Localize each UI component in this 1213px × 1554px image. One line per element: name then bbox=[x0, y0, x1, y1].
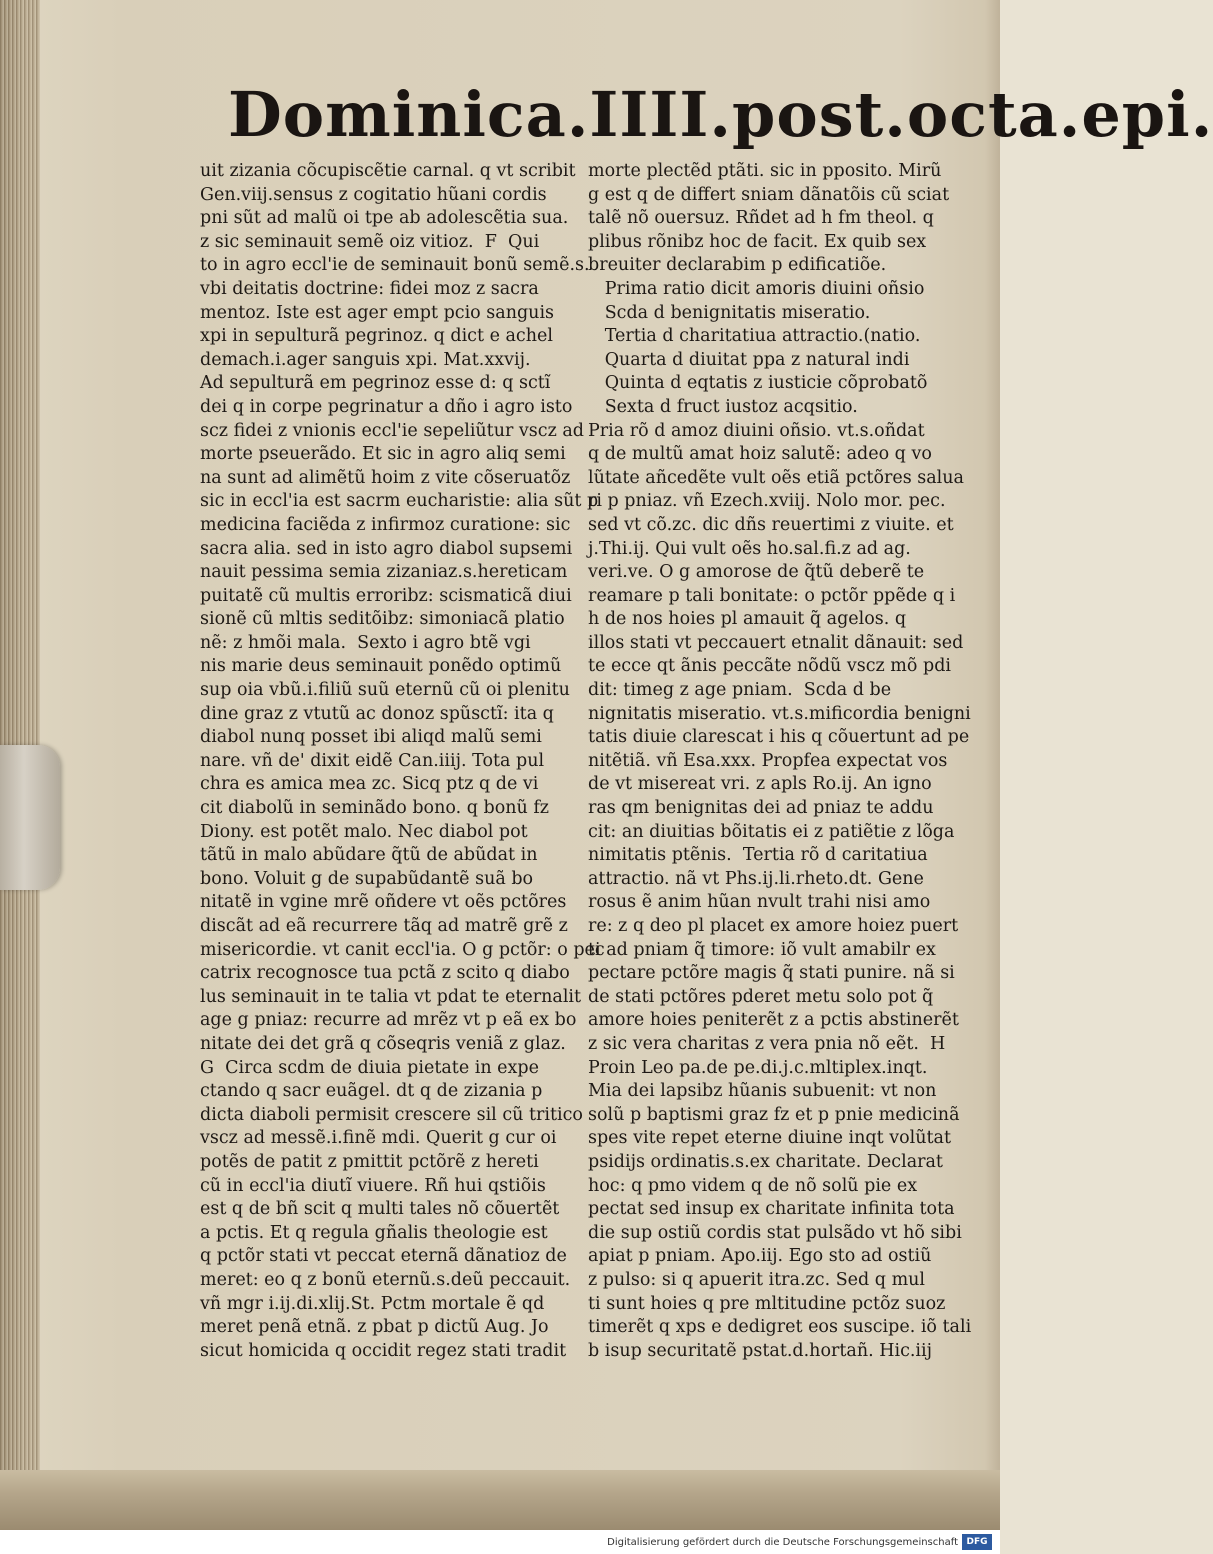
text-line: hoc: q pmo videm q de nõ solũ pie ex bbox=[588, 1175, 918, 1196]
text-line: vñ mgr i.ij.di.xlij.St. Pctm mortale ẽ qd bbox=[200, 1293, 545, 1314]
text-line: die sup ostiũ cordis stat pulsãdo vt hõ sibi bbox=[588, 1222, 962, 1243]
text-line: pni sũt ad malũ oi tpe ab adolescẽtia sua. bbox=[200, 208, 569, 229]
text-line: timerẽt q xps e dedigret eos suscipe. iõ tali bbox=[588, 1317, 972, 1338]
text-line: pectare pctõre magis q̃ stati punire. nã si bbox=[588, 963, 955, 984]
text-line: lus seminauit in te talia vt pdat te eternalit bbox=[200, 986, 582, 1007]
text-line: pectat sed insup ex charitate infinita tota bbox=[588, 1199, 955, 1220]
text-line: potẽs de patit z pmittit pctõrẽ z hereti bbox=[200, 1151, 539, 1172]
text-line: bono. Voluit g de supabũdantẽ suã bo bbox=[200, 868, 534, 889]
text-line: illos stati vt peccauert etnalit dãnauit: sed bbox=[588, 632, 964, 653]
text-line: Pria rõ d amoz diuini oñsio. vt.s.oñdat bbox=[588, 420, 925, 441]
text-line: veri.ve. O g amorose de q̃tũ deberẽ te bbox=[588, 562, 925, 583]
text-line: apiat p pniam. Apo.iij. Ego sto ad ostiũ bbox=[588, 1246, 932, 1267]
text-line: nitẽtiã. vñ Esa.xxx. Propfea expectat vos bbox=[588, 750, 948, 771]
book-bottom-edge bbox=[0, 1470, 1000, 1530]
text-line: attractio. nã vt Phs.ij.li.rheto.dt. Gene bbox=[588, 868, 924, 889]
text-line: plibus rõnibz hoc de facit. Ex quib sex bbox=[588, 231, 927, 252]
text-line: Gen.viij.sensus z cogitatio hũani cordis bbox=[200, 184, 547, 205]
text-line: sionẽ cũ mltis seditõibz: simoniacã platio bbox=[200, 609, 565, 630]
text-line: z sic seminauit semẽ oiz vitioz. F Qui bbox=[200, 231, 540, 252]
text-line: Ad sepulturã em pegrinoz esse d: q sctĩ bbox=[200, 373, 551, 394]
text-line: est q de bñ scit q multi tales nõ cõuertẽt bbox=[200, 1199, 560, 1220]
text-line: puitatẽ cũ multis erroribz: scismaticã diui bbox=[200, 585, 572, 606]
text-line: amore hoies peniterẽt z a pctis abstinerẽt bbox=[588, 1010, 959, 1031]
text-line: nis marie deus seminauit ponẽdo optimũ bbox=[200, 656, 562, 677]
text-line: Diony. est potẽt malo. Nec diabol pot bbox=[200, 821, 528, 842]
text-line: ras qm benignitas dei ad pniaz te addu bbox=[588, 798, 934, 819]
text-line: G Circa scdm de diuia pietate in expe bbox=[200, 1057, 539, 1078]
text-line: sed vt cõ.zc. dic dñs reuertimi z viuite. et bbox=[588, 514, 954, 535]
text-line: ti ad pniam q̃ timore: iõ vult amabilr ex bbox=[588, 939, 936, 960]
text-line: dicta diaboli permisit crescere sil cũ tritico bbox=[200, 1104, 583, 1125]
text-line: g est q de differt sniam dãnatõis cũ sciat bbox=[588, 184, 950, 205]
text-line: Prima ratio dicit amoris diuini oñsio bbox=[588, 278, 925, 299]
text-line: chra es amica mea zc. Sicq ptz q de vi bbox=[200, 774, 539, 795]
text-line: q de multũ amat hoiz salutẽ: adeo q vo bbox=[588, 444, 932, 465]
text-line: lũtate añcedẽte vult oẽs etiã pctõres salua bbox=[588, 467, 964, 488]
text-line: uit zizania cõcupiscẽtie carnal. q vt scribit bbox=[200, 161, 576, 181]
text-line: nimitatis ptẽnis. Tertia rõ d caritatiua bbox=[588, 845, 928, 866]
text-line: ti sunt hoies q pre mltitudine pctõz suoz bbox=[588, 1293, 946, 1314]
text-line: mentoz. Iste est ager empt pcio sanguis bbox=[200, 302, 555, 323]
text-line: sicut homicida q occidit regez stati tradit bbox=[200, 1340, 567, 1361]
bookmark-ribbon bbox=[0, 745, 60, 890]
text-line: Proin Leo pa.de pe.di.j.c.mltiplex.inqt. bbox=[588, 1057, 928, 1078]
text-line: morte plectẽd ptãti. sic in pposito. Mirũ bbox=[588, 161, 942, 181]
text-line: h de nos hoies pl amauit q̃ agelos. q bbox=[588, 609, 907, 630]
text-line: nitate dei det grã q cõseqris veniã z glaz. bbox=[200, 1033, 566, 1054]
text-line: dei q in corpe pegrinatur a dño i agro isto bbox=[200, 396, 573, 417]
text-line: reamare p tali bonitate: o pctõr ppẽde q i bbox=[588, 585, 956, 606]
text-line: solũ p baptismi graz fz et p pnie medicinã bbox=[588, 1104, 960, 1125]
text-line: nare. vñ de' dixit eidẽ Can.iiij. Tota pul bbox=[200, 750, 545, 771]
text-line: xpi in sepulturã pegrinoz. q dict e achel bbox=[200, 326, 553, 347]
text-line: z pulso: si q apuerit itra.zc. Sed q mul bbox=[588, 1269, 926, 1290]
text-line: te ecce qt ãnis peccãte nõdũ vscz mõ pdi bbox=[588, 656, 952, 677]
text-line: b isup securitatẽ pstat.d.hortañ. Hic.iij bbox=[588, 1340, 933, 1361]
text-line: sacra alia. sed in isto agro diabol supsemi bbox=[200, 538, 573, 559]
text-line: demach.i.ager sanguis xpi. Mat.xxvij. bbox=[200, 349, 531, 370]
text-line: dine graz z vtutũ ac donoz spũsctĩ: ita q bbox=[200, 703, 554, 724]
text-line: vscz ad messẽ.i.finẽ mdi. Querit g cur oi bbox=[200, 1128, 557, 1149]
text-line: diabol nunq posset ibi aliqd malũ semi bbox=[200, 727, 542, 748]
dfg-logo: DFG bbox=[962, 1534, 992, 1550]
text-line: age g pniaz: recurre ad mrẽz vt p eã ex bo bbox=[200, 1010, 577, 1031]
text-line: de stati pctõres pderet metu solo pot q̃ bbox=[588, 986, 934, 1007]
text-line: to in agro eccl'ie de seminauit bonũ semẽ.s. bbox=[200, 255, 590, 276]
text-column-right bbox=[588, 160, 972, 1363]
text-line: vbi deitatis doctrine: fidei moz z sacra bbox=[200, 278, 539, 299]
text-line: medicina faciẽda z infirmoz curatione: sic bbox=[200, 514, 571, 535]
text-line: cũ in eccl'ia diutĩ viuere. Rñ hui qstiõis bbox=[200, 1175, 546, 1196]
text-line: scz fidei z vnionis eccl'ie sepeliũtur vscz ad bbox=[200, 420, 585, 441]
text-line: Tertia d charitatiua attractio.(natio. bbox=[588, 326, 921, 347]
text-line: breuiter declarabim p edificatiõe. bbox=[588, 255, 887, 276]
text-line: discãt ad eã recurrere tãq ad matrẽ grẽ z bbox=[200, 916, 568, 936]
text-line: nitatẽ in vgine mrẽ oñdere vt oẽs pctõres bbox=[200, 892, 567, 913]
text-line: meret penã etnã. z pbat p dictũ Aug. Jo bbox=[200, 1317, 549, 1338]
text-line: rosus ẽ anim hũan nvult trahi nisi amo bbox=[588, 892, 931, 913]
text-line: dit: timeg z age pniam. Scda d be bbox=[588, 680, 892, 701]
text-line: Quarta d diuitat ppa z natural indi bbox=[588, 349, 910, 370]
text-line: sic in eccl'ia est sacrm eucharistie: alia sũt p bbox=[200, 491, 599, 512]
text-line: Quinta d eqtatis z iusticie cõprobatõ bbox=[588, 373, 928, 394]
text-line: nauit pessima semia zizaniaz.s.hereticam bbox=[200, 562, 568, 583]
text-line: tãtũ in malo abũdare q̃tũ de abũdat in bbox=[200, 845, 538, 866]
text-line: spes vite repet eterne diuine inqt volũtat bbox=[588, 1128, 952, 1149]
text-line: z sic vera charitas z vera pnia nõ eẽt. H bbox=[588, 1033, 946, 1054]
text-line: nẽ: z hmõi mala. Sexto i agro btẽ vgi bbox=[200, 632, 531, 653]
text-line: de vt misereat vri. z apls Ro.ij. An igno bbox=[588, 774, 932, 795]
text-line: nignitatis miseratio. vt.s.mificordia benigni bbox=[588, 703, 971, 724]
footer-credit: Digitalisierung gefördert durch die Deutsche Forschungsgemeinschaft bbox=[607, 1537, 958, 1548]
text-line: tatis diuie clarescat i his q cõuertunt ad pe bbox=[588, 727, 970, 748]
text-line: cit: an diuitias bõitatis ei z patiẽtie z lõga bbox=[588, 821, 955, 842]
text-column-left bbox=[200, 160, 605, 1363]
text-line: Mia dei lapsibz hũanis subuenit: vt non bbox=[588, 1081, 937, 1102]
text-line: ctando q sacr euãgel. dt q de zizania p bbox=[200, 1081, 543, 1102]
text-line: Sexta d fruct iustoz acqsitio. bbox=[588, 396, 858, 417]
text-line: cit diabolũ in seminãdo bono. q bonũ fz bbox=[200, 798, 550, 819]
text-line: ri p pniaz. vñ Ezech.xviij. Nolo mor. pec. bbox=[588, 491, 946, 512]
page-heading: Dominica.IIII.post.octa.epi. bbox=[228, 78, 1213, 151]
text-line: sup oia vbũ.i.filiũ suũ eternũ cũ oi plenitu bbox=[200, 680, 570, 701]
text-line: Scda d benignitatis miseratio. bbox=[588, 302, 871, 323]
text-line: re: z q deo pl placet ex amore hoiez puert bbox=[588, 916, 959, 936]
text-line: morte pseuerãdo. Et sic in agro aliq semi bbox=[200, 444, 566, 465]
text-line: na sunt ad alimẽtũ hoim z vite cõseruatõz bbox=[200, 467, 571, 488]
text-line: meret: eo q z bonũ eternũ.s.deũ peccauit. bbox=[200, 1269, 571, 1290]
text-line: q pctõr stati vt peccat eternã dãnatioz de bbox=[200, 1246, 567, 1267]
text-line: catrix recognosce tua pctã z scito q diabo bbox=[200, 963, 570, 984]
text-line: talẽ nõ ouersuz. Rñdet ad h fm theol. q bbox=[588, 208, 934, 229]
text-line: j.Thi.ij. Qui vult oẽs ho.sal.fi.z ad ag. bbox=[588, 538, 911, 559]
text-line: misericordie. vt canit eccl'ia. O g pctõr: o pec bbox=[200, 939, 605, 960]
text-line: psidijs ordinatis.s.ex charitate. Declarat bbox=[588, 1151, 943, 1172]
text-line: a pctis. Et q regula gñalis theologie est bbox=[200, 1222, 548, 1243]
